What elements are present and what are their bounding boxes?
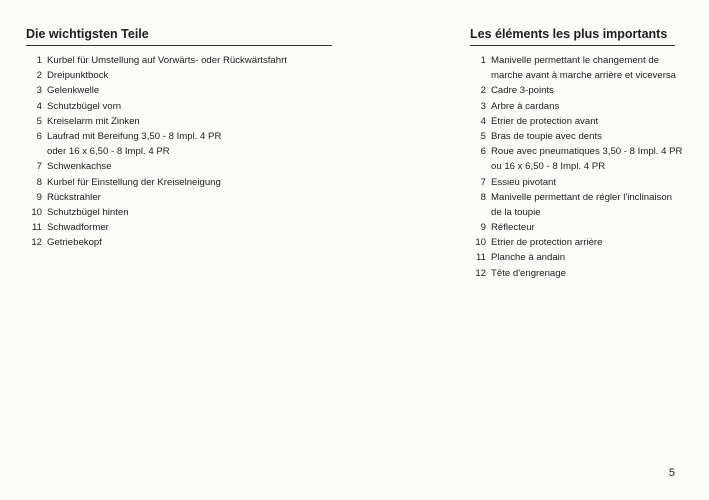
item-number: 8 xyxy=(36,176,42,188)
french-heading-rule xyxy=(470,45,675,46)
item-number: 9 xyxy=(36,191,42,203)
item-text: Kreiselarm mit Zinken xyxy=(47,115,140,127)
list-item xyxy=(470,159,675,174)
item-text: Gelenkwelle xyxy=(47,85,100,97)
list-item xyxy=(26,144,332,159)
item-text: Arbre à cardans xyxy=(491,100,560,112)
french-parts-list xyxy=(470,53,683,281)
item-number: 12 xyxy=(31,237,42,249)
item-text: Planche à andain xyxy=(491,252,566,264)
item-number: 1 xyxy=(480,55,486,66)
list-item xyxy=(470,175,675,190)
list-item xyxy=(470,205,675,220)
item-text: marche avant à marche arrière et viceversa xyxy=(491,70,677,82)
item-text: Laufrad mit Bereifung 3,50 - 8 Impl. 4 PR xyxy=(47,130,222,142)
list-item xyxy=(470,220,675,235)
item-number: 10 xyxy=(475,237,486,249)
item-number: 2 xyxy=(36,70,42,82)
list-item xyxy=(470,68,675,83)
item-number: 10 xyxy=(31,206,42,218)
item-text: Dreipunktbock xyxy=(47,70,109,82)
item-text: Kurbel für Einstellung der Kreiselneigung xyxy=(47,176,221,188)
list-item xyxy=(26,220,332,235)
item-number: 7 xyxy=(480,176,486,188)
item-number xyxy=(470,205,486,220)
item-text: Schwadformer xyxy=(47,222,109,234)
list-item xyxy=(470,144,683,159)
list-item xyxy=(470,250,675,265)
item-number: 4 xyxy=(480,115,486,127)
list-item xyxy=(26,114,332,129)
item-text: Manivelle permettant le changement de xyxy=(491,55,659,66)
item-text: Schwenkachse xyxy=(47,161,112,173)
item-number: 3 xyxy=(36,85,42,97)
page-number: 5 xyxy=(668,467,675,479)
item-text: Getriebekopf xyxy=(47,237,102,249)
item-number: 11 xyxy=(476,252,486,264)
german-heading-rule xyxy=(26,45,332,46)
item-number: 5 xyxy=(36,115,42,127)
list-item xyxy=(26,205,332,220)
list-item xyxy=(26,99,332,114)
item-text: oder 16 x 6,50 - 8 Impl. 4 PR xyxy=(47,146,170,158)
item-text: Réflecteur xyxy=(491,222,535,234)
item-text: Manivelle permettant de régler l'inclinaison xyxy=(491,191,673,203)
list-item xyxy=(26,190,332,205)
item-text: Schutzbügel hinten xyxy=(47,206,129,218)
item-number: 8 xyxy=(480,191,486,203)
item-number: 6 xyxy=(36,130,42,142)
item-text: de la toupie xyxy=(491,206,541,218)
list-item xyxy=(470,235,675,250)
list-item xyxy=(26,159,332,174)
item-number: 6 xyxy=(480,146,486,158)
list-item xyxy=(470,190,675,205)
item-number: 7 xyxy=(36,161,42,173)
item-text: Roue avec pneumatiques 3,50 - 8 Impl. 4 PR xyxy=(491,146,683,158)
item-number xyxy=(26,144,42,159)
item-number xyxy=(470,159,486,174)
item-text: Kurbel für Umstellung auf Vorwärts- oder Rückwärtsfahrt xyxy=(47,55,287,66)
item-text: Rückstrahler xyxy=(47,191,101,203)
item-text: Cadre 3-points xyxy=(491,85,554,97)
item-number: 3 xyxy=(480,100,486,112)
list-item xyxy=(26,129,332,144)
list-item xyxy=(26,53,332,68)
item-text: Etrier de protection arrière xyxy=(491,237,603,249)
german-heading: Die wichtigsten Teile xyxy=(26,27,149,41)
french-heading: Les éléments les plus importants xyxy=(470,27,668,41)
item-number: 12 xyxy=(475,267,486,279)
item-number: 9 xyxy=(480,222,486,234)
list-item xyxy=(470,53,675,68)
list-item xyxy=(26,175,332,190)
item-number: 2 xyxy=(480,85,486,97)
list-item xyxy=(470,114,675,129)
item-number: 1 xyxy=(36,55,42,66)
list-item xyxy=(470,266,675,281)
list-item xyxy=(26,68,332,83)
item-number: 11 xyxy=(32,222,42,234)
item-text: Schutzbügel vorn xyxy=(47,100,122,112)
list-item xyxy=(470,129,675,144)
list-item xyxy=(470,83,675,98)
item-text: Essieu pivotant xyxy=(491,176,557,188)
item-text: Tête d'engrenage xyxy=(491,267,566,279)
item-text: Etrier de protection avant xyxy=(491,115,599,127)
list-item xyxy=(470,99,675,114)
item-text: Bras de toupie avec dents xyxy=(491,130,602,142)
item-number: 4 xyxy=(36,100,42,112)
german-parts-list xyxy=(26,53,332,250)
item-number xyxy=(470,68,486,83)
list-item xyxy=(26,235,332,250)
item-number: 5 xyxy=(480,130,486,142)
item-text: ou 16 x 6,50 - 8 Impl. 4 PR xyxy=(491,161,606,173)
list-item xyxy=(26,83,332,98)
